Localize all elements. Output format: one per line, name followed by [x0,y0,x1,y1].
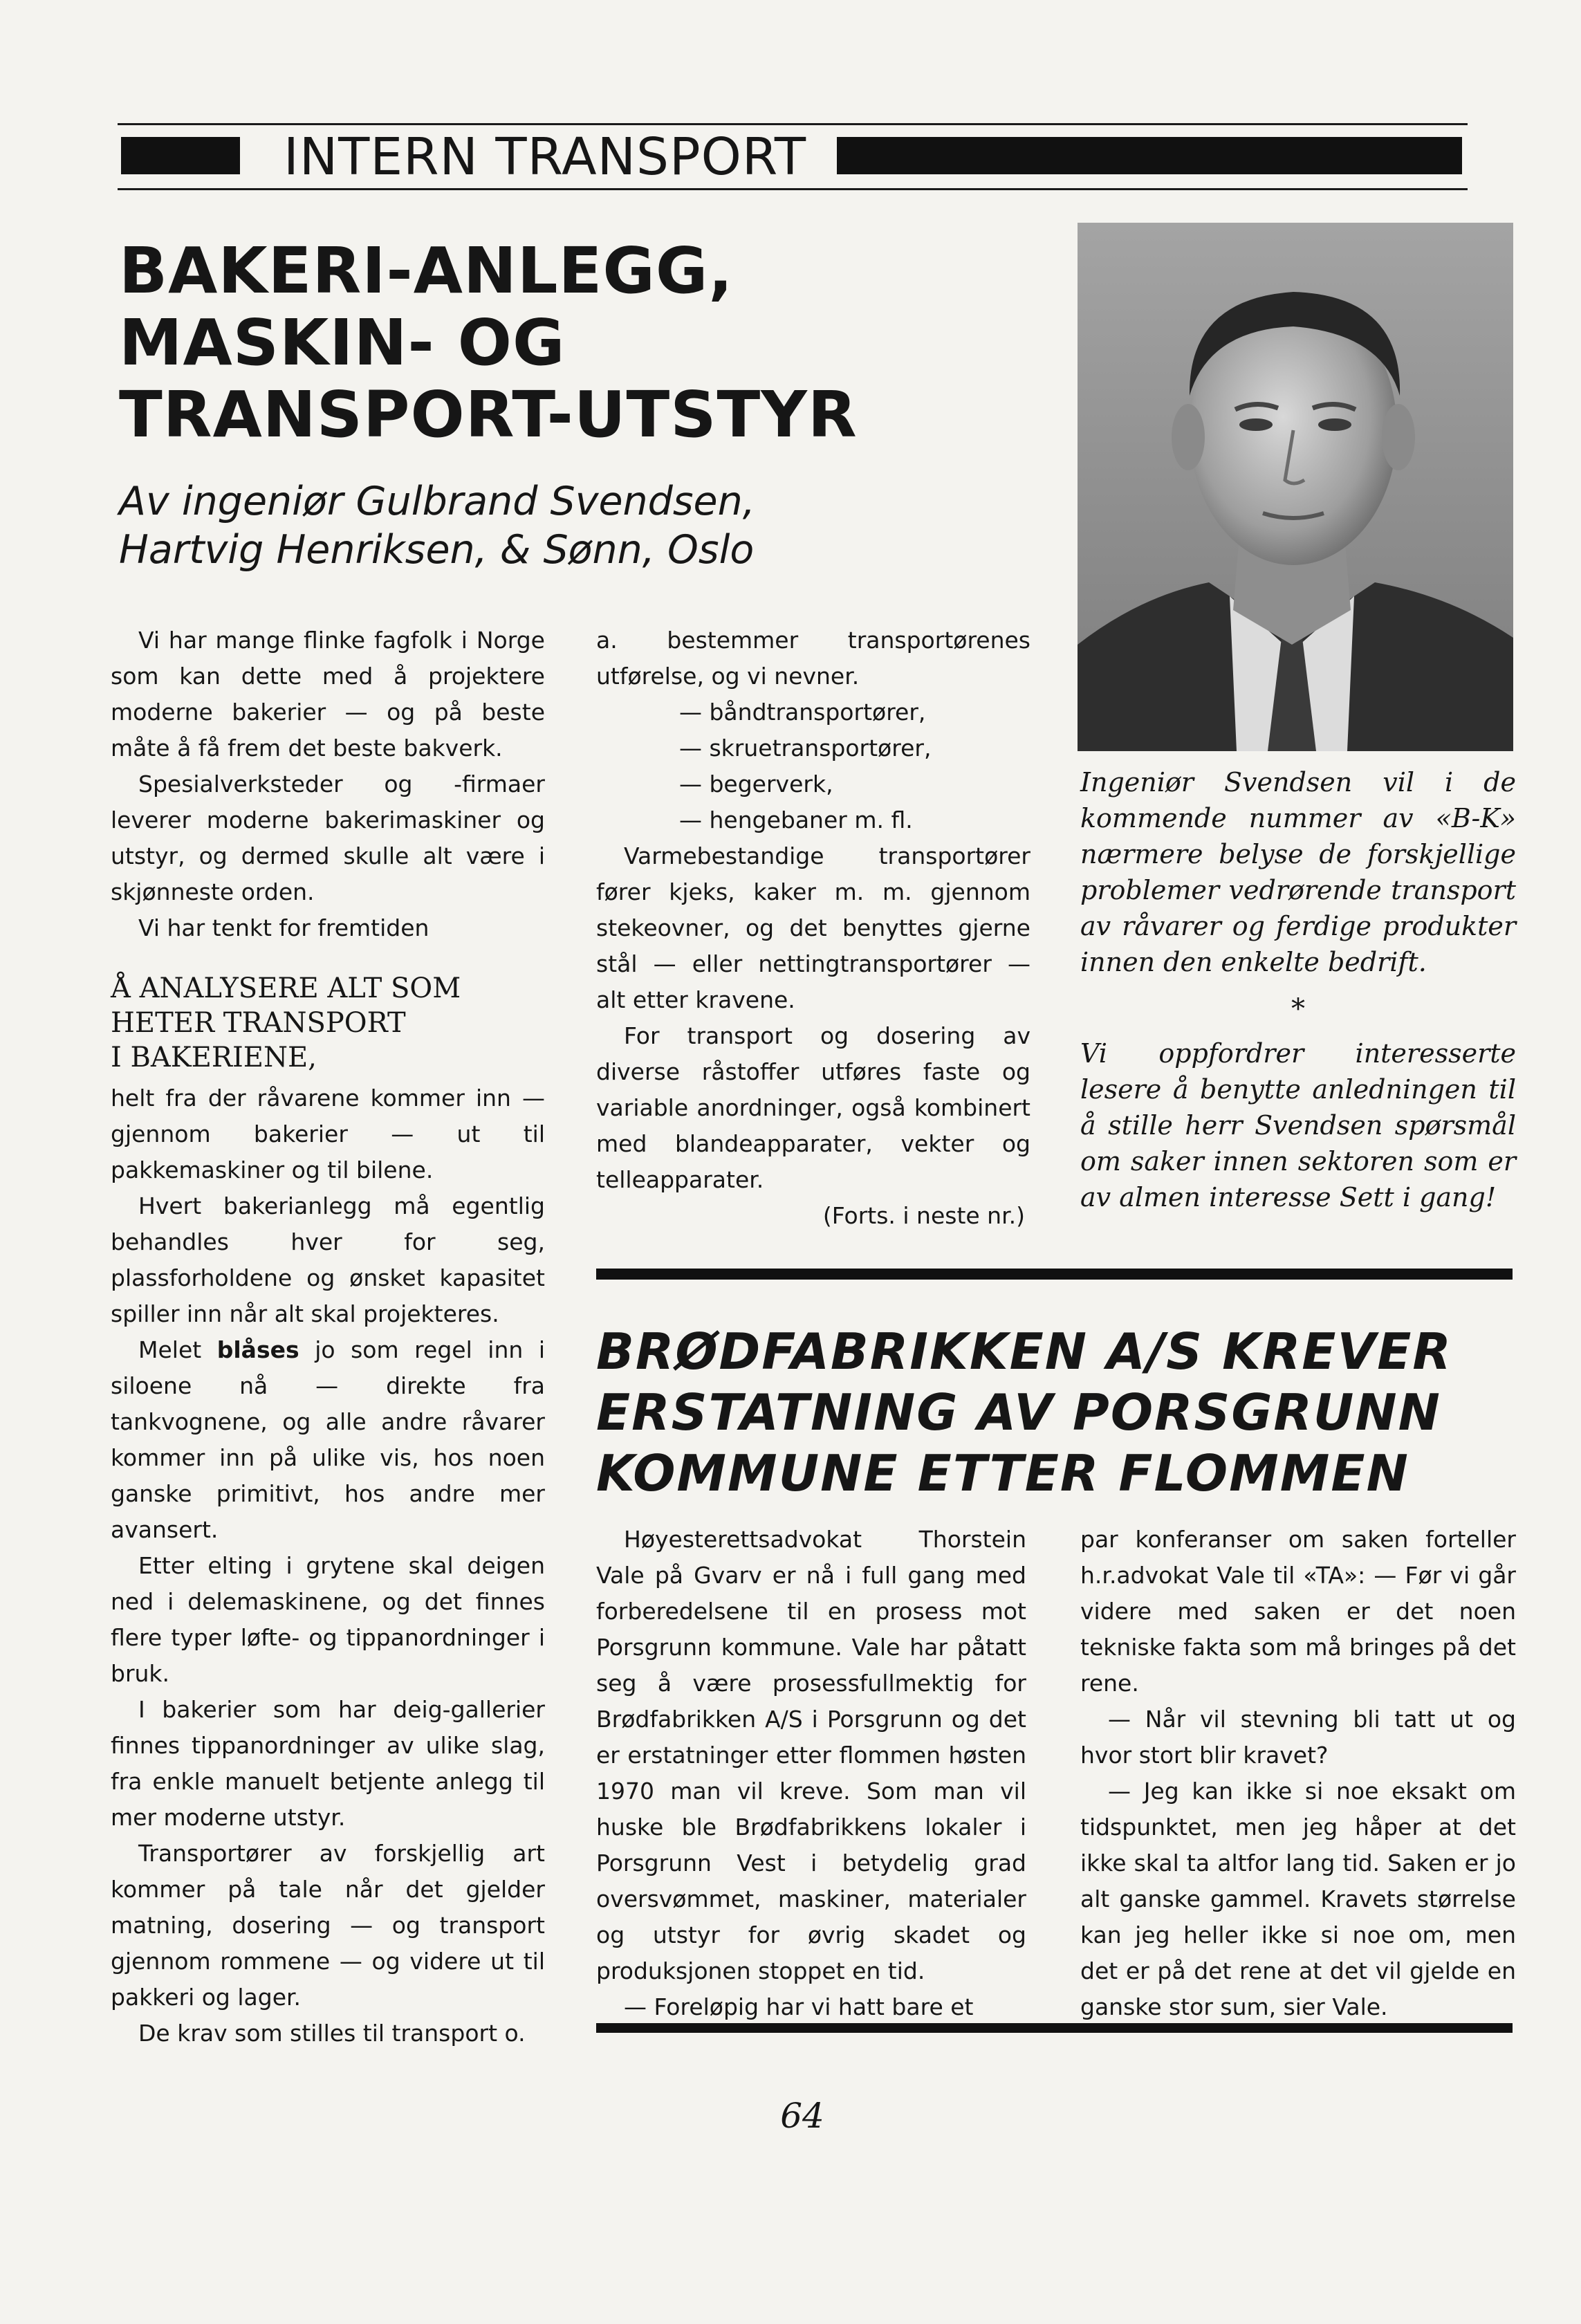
section-title: INTERN TRANSPORT [284,127,807,187]
paragraph: I bakerier som har deig-gallerier finnes tippanordninger av ulike slag, fra enkle manuelt betjente anlegg til mer moderne utstyr. [111,1696,545,1831]
headline-line-3: TRANSPORT-UTSTYR [119,378,858,452]
article-divider-bottom [596,2023,1513,2033]
byline-line-1: Av ingeniør Gulbrand Svendsen, [119,479,755,524]
subheading-line: HETER TRANSPORT [111,1007,406,1039]
article-column-1 [111,622,545,2051]
list-item: — hengebaner m. fl. [679,806,913,833]
header-rule-bottom [118,188,1468,190]
continued-note: (Forts. i neste nr.) [822,1202,1025,1229]
paragraph: Hvert bakerianlegg må egentlig behandles hver for seg, plassforholdene og ønsket kapasitet spiller inn når alt skal projekteres. [111,1192,545,1327]
author-portrait [1078,223,1513,751]
paragraph: Vi har mange flinke fagfolk i Norge som kan dette med å projektere moderne bakerier — og på beste måte å få frem det beste bakverk. [111,627,545,762]
article2-column-1 [596,1522,1026,2025]
article-headline [119,235,880,451]
header-rule-top [118,123,1468,125]
portrait-illustration [1078,223,1513,751]
header-bar-left [121,137,240,174]
caption-text: Ingeniør Svendsen vil i de kommende nummer av «B-K» nærmere belyse de forskjellige problemer vedrørende transport av råvarer og ferdige produkter innen den enkelte bedrift. [1080,767,1516,977]
subheading-line: Å ANALYSERE ALT SOM [111,972,461,1004]
list-item: — begerverk, [679,771,833,797]
caption-separator: * [1291,993,1305,1025]
paragraph: — Foreløpig har vi hatt bare et [624,1993,974,2020]
page-number: 64 [780,2096,824,2136]
paragraph: Høyesterettsadvokat Thorstein Vale på Gvarv er nå i full gang med forberedelsene til en prosess mot Porsgrunn kommune. Vale har påtatt seg å være prosessfullmektig for Brødfabrikken A/S i Porsgrunn og det er erstatninger etter flommen høsten 1970 man vil kreve. Som man vil huske ble Brødfabrikkens lokaler i Porsgrunn Vest i betydelig grad oversvømmet, maskiner, materialer og utstyr for øvrig skadet og produksjonen stoppet en tid. [596,1526,1026,1984]
paragraph: Varmebestandige transportører fører kjeks, kaker m. m. gjennom stekeovner, og det benyttes gjerne stål — eller nettingtransportører — alt etter kravene. [596,842,1030,1013]
article-divider-top [596,1269,1513,1280]
headline-line-1: BAKERI-ANLEGG, [119,234,734,308]
paragraph: Spesialverksteder og -firmaer leverer moderne bakerimaskiner og utstyr, og dermed skulle alt være i skjønneste orden. [111,771,545,905]
subheading [111,971,545,1075]
byline-line-2: Hartvig Henriksen, & Sønn, Oslo [119,527,755,573]
list-item: — skruetransportører, [679,735,932,762]
paragraph: par konferanser om saken forteller h.r.advokat Vale til «TA»: — Før vi går videre med saken er det noen tekniske fakta som må bringes på det rene. [1080,1526,1516,1697]
paragraph: For transport og dosering av diverse råstoffer utføres faste og variable anordninger, også kombinert med blandeapparater, vekter og telleapparater. [596,1022,1030,1193]
bold-word: blåses [216,1336,299,1363]
list-item: — båndtransportører, [679,699,926,726]
paragraph: — Jeg kan ikke si noe eksakt om tidspunktet, men jeg håper at det ikke skal ta altfor lang tid. Saken er jo alt ganske gammel. Kravets størrelse kan jeg heller ikke si noe om, men det er på det rene at det vil gjelde en ganske stor sum, sier Vale. [1080,1778,1516,2020]
paragraph [111,1332,545,1548]
headline2-line-2: ERSTATNING AV PORSGRUNN [596,1383,1441,1441]
paragraph: helt fra der råvarene kommer inn — gjennom bakerier — ut til pakkemaskiner og til bilene. [111,1085,545,1183]
text-run: jo som regel inn i siloene nå — direkte fra tankvognene, og alle andre råvarer kommer inn på ulike vis, hos noen ganske primitivt, hos andre mer avansert. [111,1336,546,1543]
article2-headline [596,1321,1516,1504]
subheading-line: I BAKERIENE, [111,1042,317,1073]
paragraph: Vi har tenkt for fremtiden [138,914,429,941]
paragraph: — Når vil stevning bli tatt ut og hvor stort blir kravet? [1080,1706,1516,1769]
headline-line-2: MASKIN- OG [119,306,566,380]
article-column-2 [596,622,1030,1234]
headline2-line-3: KOMMUNE ETTER FLOMMEN [596,1444,1409,1502]
article2-column-2 [1080,1522,1516,2025]
header-bar-right [837,137,1462,174]
photo-caption [1080,764,1516,1215]
text-run: Melet [138,1336,202,1363]
paragraph: Etter elting i grytene skal deigen ned i delemaskinene, og det finnes flere typer løfte- og tippanordninger i bruk. [111,1552,545,1687]
article-byline [119,477,755,574]
paragraph: Transportører av forskjellig art kommer på tale når det gjelder matning, dosering — og transport gjennom rommene — og videre ut til pakkeri og lager. [111,1840,545,2011]
paragraph: a. bestemmer transportørenes utførelse, og vi nevner. [596,627,1030,690]
caption-text: Vi oppfordrer interesserte lesere å benytte anledningen til å stille herr Svendsen spørsmål om saker innen sektoren som er av almen interesse Sett i gang! [1080,1038,1516,1212]
paragraph: De krav som stilles til transport o. [138,2020,526,2047]
headline2-line-1: BRØDFABRIKKEN A/S KREVER [596,1322,1452,1381]
